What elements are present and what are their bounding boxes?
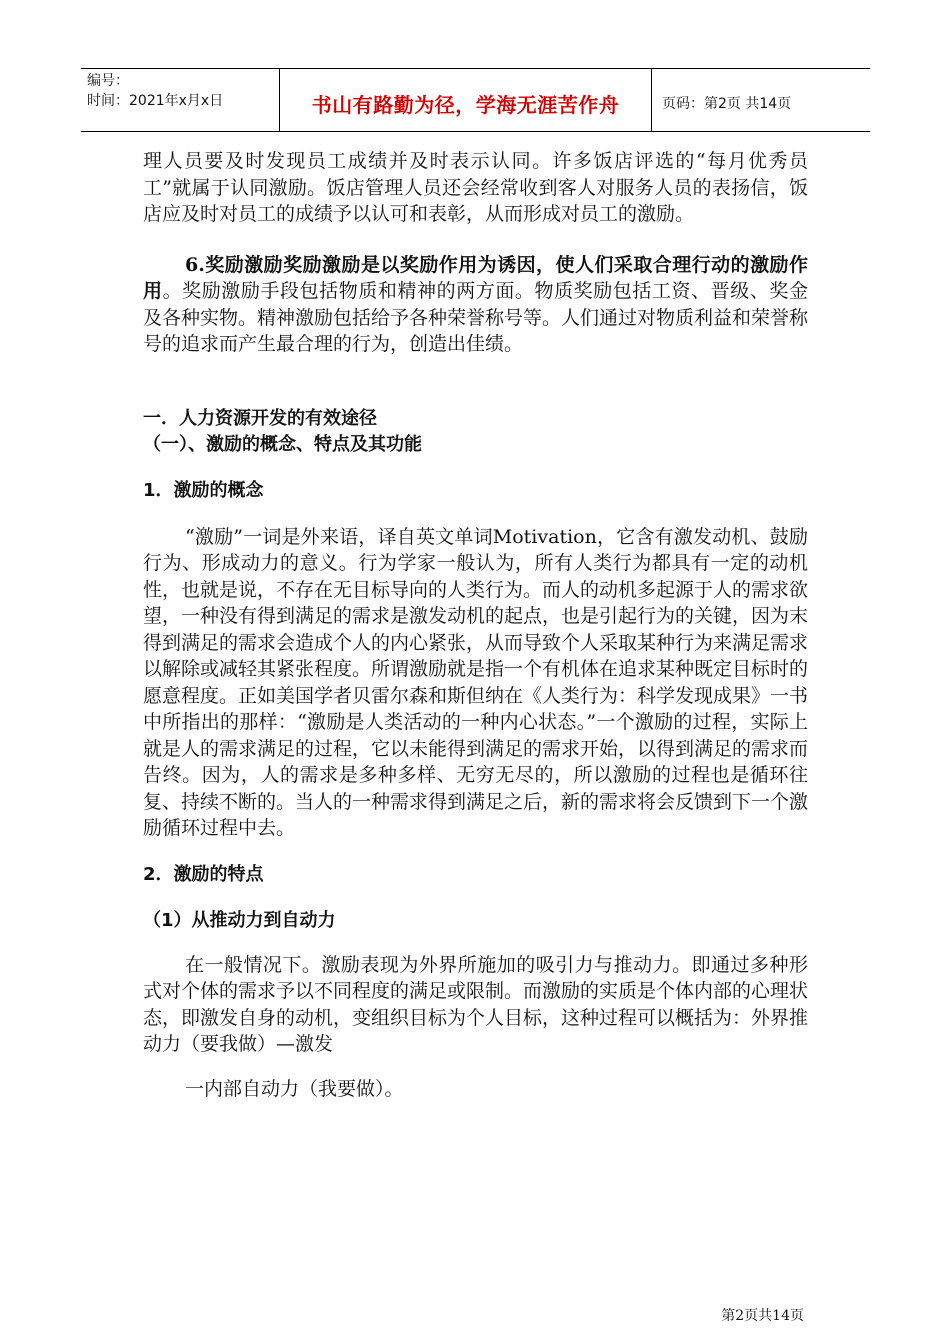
paragraph-2-rest: 。奖励激励手段包括物质和精神的两方面。物质奖励包括工资、晋级、奖金及各种实物。精神激励包括给予各种荣誉称号等。人们通过对物质利益和荣誉称号的追求而产生最合理的行为，创造出佳绩。	[143, 280, 809, 355]
section-heading-2: （一）、激励的概念、特点及其功能	[143, 433, 422, 455]
number-label: 编号：	[87, 73, 129, 89]
section-heading-5: （1）从推动力到自动力	[143, 909, 336, 931]
page-footer: 第2页共14页	[721, 1308, 804, 1324]
header-motto: 书山有路勤为径，学海无涯苦作舟	[280, 69, 652, 131]
paragraph-2-lead: 6.奖励激励奖励激励是以奖励作用为诱因，使人们采取合理行动的激励作用	[143, 253, 808, 302]
time-label: 时间：2021年x月x日	[87, 93, 224, 109]
page-header	[81, 68, 870, 132]
header-page-number: 页码：第2页 共14页	[662, 96, 792, 112]
section-heading-4: 2．激励的特点	[143, 863, 264, 885]
paragraph-1: 理人员要及时发现员工成绩并及时表示认同。许多饭店评选的“每月优秀员工”就属于认同激励。饭店管理人员还会经常收到客人对服务人员的表扬信，饭店应及时对员工的成绩予以认可和表彰，从而形成对员工的激励。	[143, 150, 808, 225]
header-meta	[81, 69, 280, 131]
paragraph-2	[143, 252, 808, 358]
section-heading-1: 一．人力资源开发的有效途径	[143, 407, 377, 429]
paragraph-3: “激励”一词是外来语，译自英文单词Motivation，它含有激发动机、鼓励行为、形成动力的意义。行为学家一般认为，所有人类行为都具有一定的动机性，也就是说，不存在无目标导向的人类行为。而人的动机多起源于人的需求欲望，一种没有得到满足的需求是激发动机的起点，也是引起行为的关键，因为末得到满足的需求会造成个人的内心紧张，从而导致个人采取某种行为来满足需求以解除或减轻其紧张程度。所谓激励就是指一个有机体在追求某种既定目标时的愿意程度。正如美国学者贝雷尔森和斯但纳在《人类行为：科学发现成果》一书中所指出的那样：“激励是人类活动的一种内心状态。”一个激励的过程，实际上就是人的需求满足的过程，它以未能得到满足的需求开始，以得到满足的需求而告终。因为，人的需求是多种多样、无穷无尽的，所以激励的过程也是循环往复、持续不断的。当人的一种需求得到满足之后，新的需求将会反馈到下一个激励循环过程中去。	[143, 525, 809, 839]
paragraph-4: 在一般情况下。激励表现为外界所施加的吸引力与推动力。即通过多种形式对个体的需求予以不同程度的满足或限制。而激励的实质是个体内部的心理状态，即激发自身的动机，变组织目标为个人目标，这种过程可以概括为：外界推动力（要我做）—激发	[143, 953, 809, 1055]
section-heading-3: 1．激励的概念	[143, 479, 264, 501]
document-body	[143, 148, 808, 1102]
paragraph-5: 一内部自动力（我要做）。	[185, 1077, 404, 1100]
